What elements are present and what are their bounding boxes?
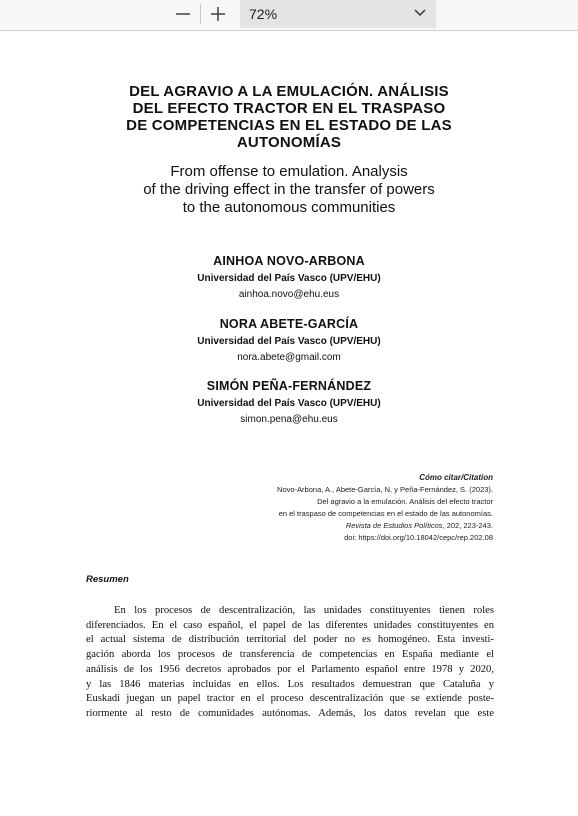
author-name: AINHOA NOVO-ARBONA [213,254,365,268]
author-email: simon.pena@ehu.eus [240,414,338,425]
author-name: NORA ABETE-GARCÍA [219,317,359,331]
abstract-body [86,604,494,722]
abstract-line: el actual sistema de distribución territorial del poder no es homogéneo. Esta investi- [86,634,494,646]
author-block [0,316,578,366]
abstract-line: En los procesos de descentralización, las unidades constituyentes tienen roles [114,605,494,616]
zoom-in-button[interactable] [201,0,235,28]
author-block [0,378,578,428]
title-en-line: of the driving effect in the transfer of powers [143,181,435,198]
author-institution: Universidad del País Vasco (UPV/EHU) [197,273,381,284]
citation-block [277,472,493,544]
citation-line: Del agravio a la emulación. Análisis del efecto tractor [317,497,493,506]
author-email: nora.abete@gmail.com [237,352,341,363]
abstract-line: análisis de los 1956 decretos aprobados por el Parlamento español entre 1978 y 2020, [86,663,494,675]
abstract-line: gación aborda los procesos de transferencia de competencias en España mediante el [86,649,494,661]
title-es-line: DE COMPETENCIAS EN EL ESTADO DE LAS [126,117,452,134]
abstract-line: y las 1846 materias incluidas en ellos. Los resultados demuestran que Cataluña y [86,678,494,690]
abstract-heading: Resumen [86,574,129,585]
author-institution: Universidad del País Vasco (UPV/EHU) [197,336,381,347]
title-en-line: From offense to emulation. Analysis [170,163,408,180]
zoom-out-button[interactable] [166,0,200,28]
citation-journal-line [277,520,493,532]
title-spanish [0,83,578,151]
minus-icon [175,6,191,22]
title-es-line: DEL AGRAVIO A LA EMULACIÓN. ANÁLISIS [129,83,449,100]
citation-line: en el traspaso de competencias en el estado de las autonomías. [278,509,493,518]
author-institution: Universidad del País Vasco (UPV/EHU) [197,398,381,409]
title-en-line: to the autonomous communities [182,199,396,216]
title-es-line: AUTONOMÍAS [236,134,342,151]
abstract-line: riormente al resto de comunidades autónomas. Además, los datos revelan que este [86,707,494,719]
citation-volume: , 202, 223-243. [442,521,493,530]
title-es-line: DEL EFECTO TRACTOR EN EL TRASPASO [132,100,446,117]
abstract-line: Euskadi juegan un papel tractor en el proceso descentralización que se extiende poste- [86,693,494,705]
chevron-down-icon [414,8,426,18]
citation-label: Cómo citar/Citation [419,473,493,482]
author-block [0,253,578,303]
plus-icon [210,6,226,22]
author-email: ainhoa.novo@ehu.eus [238,289,340,300]
author-name: SIMÓN PEÑA-FERNÁNDEZ [206,379,372,393]
citation-doi: doi: https://doi.org/10.18042/cepc/rep.202.08 [344,533,493,542]
pdf-toolbar [0,0,578,31]
title-english [0,163,578,217]
citation-line: Novo-Arbona, A., Abete-García, N. y Peña-Fernández, S. (2023). [277,485,493,494]
zoom-value: 72% [249,6,278,22]
abstract-line: diferenciados. En el caso español, el papel de las diferentes unidades constituyentes en [86,619,494,631]
document-page [0,31,578,816]
citation-journal: Revista de Estudios Políticos [345,521,443,530]
zoom-level-select[interactable] [240,0,436,28]
